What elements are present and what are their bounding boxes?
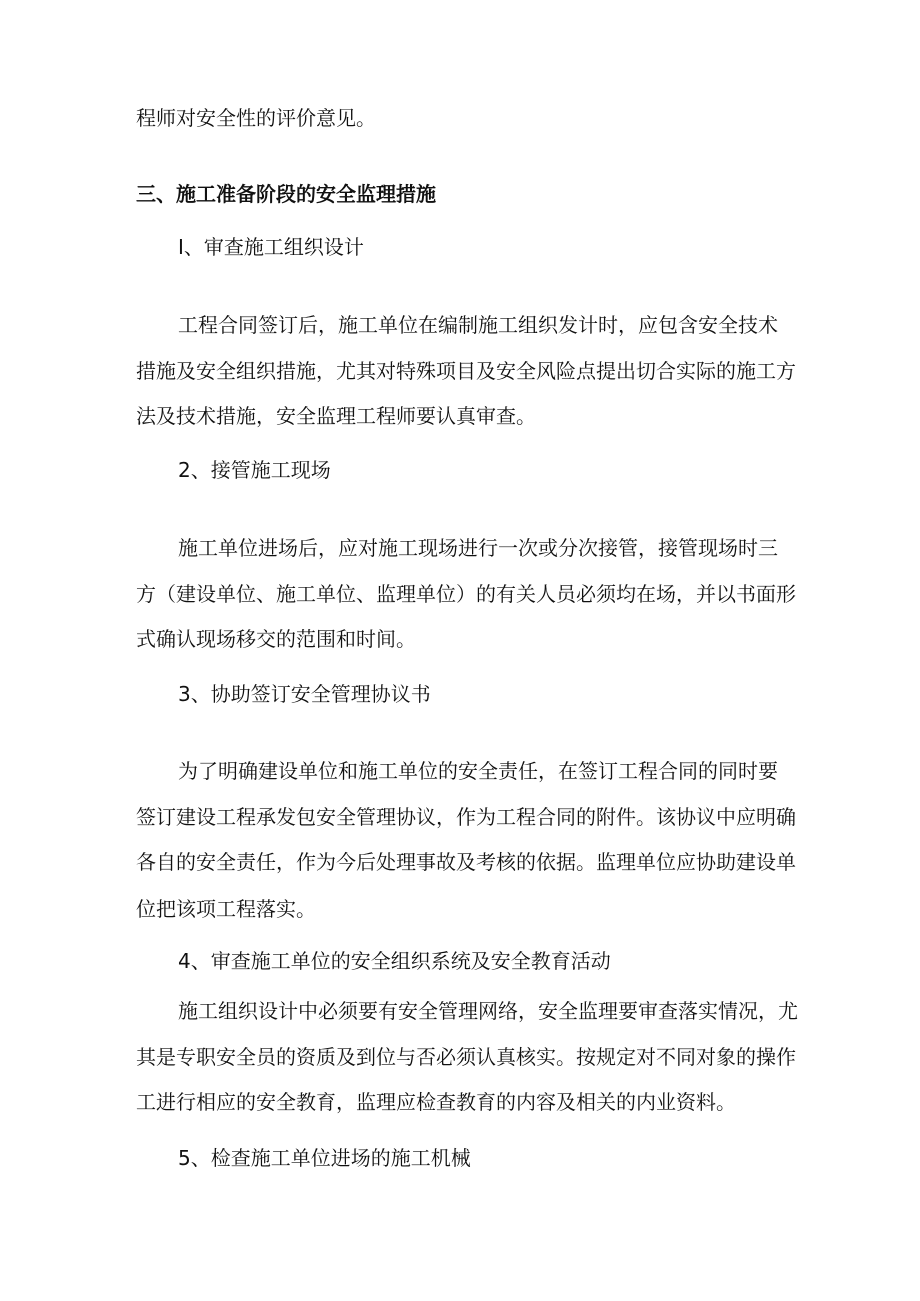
continuation-text: 程师对安全性的评价意见。 xyxy=(136,106,376,130)
paragraph-line: 工进行相应的安全教育，监理应检查教育的内容及相关的内业资料。 xyxy=(136,1090,736,1114)
paragraph-line: 措施及安全组织措施，尤其对特殊项目及安全风险点提出切合实际的施工方 xyxy=(136,359,796,383)
paragraph-line: 施工组织设计中必须要有安全管理网络，安全监理要审查落实情况，尤 xyxy=(178,999,798,1023)
paragraph-line: 工程合同签订后，施工单位在编制施工组织发计时，应包含安全技术 xyxy=(178,313,778,337)
paragraph-line: 各自的安全责任，作为今后处理事故及考核的依据。监理单位应协助建设单 xyxy=(136,850,796,874)
item-heading-1: I、审查施工组织设计 xyxy=(178,235,364,259)
paragraph-line: 法及技术措施，安全监理工程师要认真审查。 xyxy=(136,404,536,428)
paragraph-line: 施工单位进场后，应对施工现场进行一次或分次接管，接管现场时三 xyxy=(178,536,778,560)
paragraph-line: 其是专职安全员的资质及到位与否必须认真核实。按规定对不同对象的操作 xyxy=(136,1045,796,1069)
item-heading-2: 2、接管施工现场 xyxy=(178,458,331,482)
paragraph-line: 方（建设单位、施工单位、监理单位）的有关人员必须均在场，并以书面形 xyxy=(136,582,796,606)
item-heading-4: 4、审查施工单位的安全组织系统及安全教育活动 xyxy=(178,949,611,973)
section-heading: 三、施工准备阶段的安全监理措施 xyxy=(136,182,436,206)
paragraph-line: 式确认现场移交的范围和时间。 xyxy=(136,627,416,651)
item-heading-5: 5、检查施工单位进场的施工机械 xyxy=(178,1146,471,1170)
item-heading-3: 3、协助签订安全管理协议书 xyxy=(178,682,431,706)
paragraph-line: 为了明确建设单位和施工单位的安全责任，在签订工程合同的同时要 xyxy=(178,759,778,783)
paragraph-line: 位把该项工程落实。 xyxy=(136,897,316,921)
paragraph-line: 签订建设工程承发包安全管理协议，作为工程合同的附件。该协议中应明确 xyxy=(136,805,796,829)
